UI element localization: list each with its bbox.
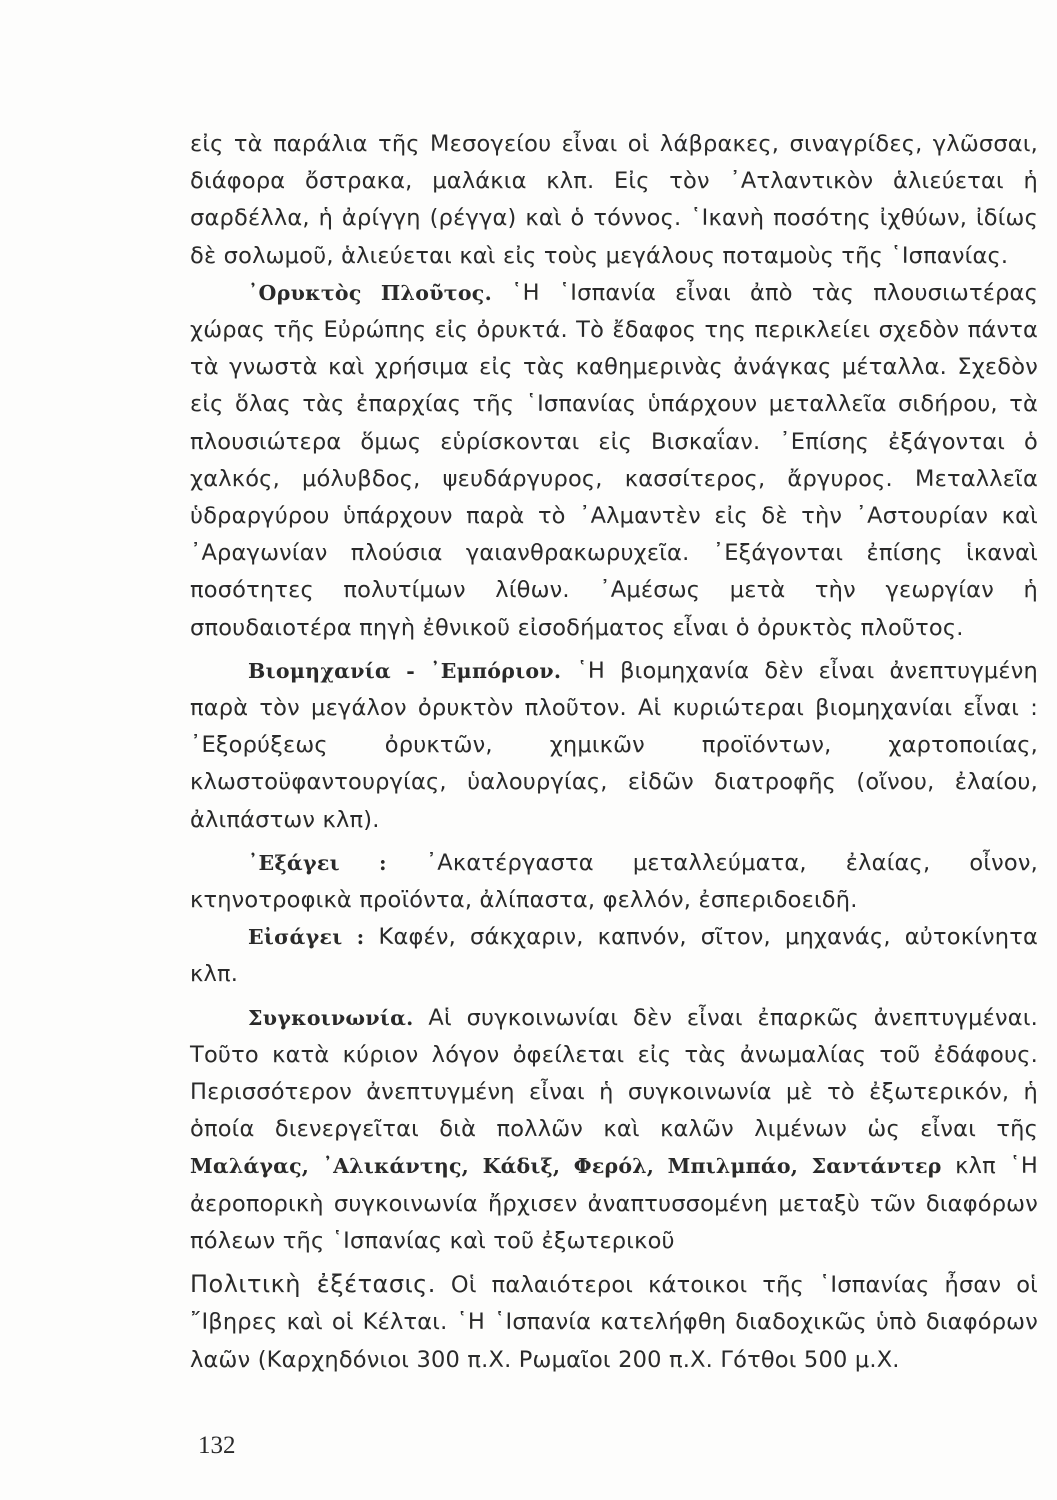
paragraph-mineral-wealth [190,275,1038,647]
paragraph-fishing-text: εἰς τὰ παράλια τῆς Μεσογείου εἶναι οἱ λάβρακες, σιναγρίδες, γλῶσσαι, διάφορα ὄστρακα, μαλάκια κλπ. Εἰς τὸν ᾿Ατλαντικὸν ἁλιεύεται ἡ σαρδέλλα, ἡ ἀρίγγη (ρέγγα) καὶ ὁ τόννος. ῾Ικανὴ ποσότης ἰχθύων, ἰδίως δὲ σολωμοῦ, ἁλιεύεται καὶ εἰς τοὺς μεγάλους ποταμοὺς τῆς ῾Ισπανίας. [190,131,1038,269]
paragraph-communications [190,1000,1038,1260]
paragraph-exports [190,845,1038,919]
heading-imports: Εἰσάγει : [248,925,365,950]
heading-political: Πολιτικὴ ἐξέτασις. [190,1270,436,1299]
paragraph-mineral-wealth-text: ῾Η ῾Ισπανία εἶναι ἀπὸ τὰς πλουσιωτέρας χώρας τῆς Εὐρώπης εἰς ὀρυκτά. Τὸ ἔδαφος της περικλείει σχεδὸν πάντα τὰ γνωστὰ καὶ χρήσιμα εἰς τὰς καθημερινὰς ἀνάγκας μέταλλα. Σχεδὸν εἰς ὅλας τὰς ἐπαρχίας τῆς ῾Ισπανίας ὑπάρχουν μεταλλεῖα σιδήρου, τὰ πλουσιώτερα ὅμως εὑρίσκονται εἰς Βισκαΐαν. ᾿Επίσης ἐξάγονται ὁ χαλκός, μόλυβδος, ψευδάργυρος, κασσίτερος, ἄργυρος. Μεταλλεῖα ὑδραργύρου ὑπάρχουν παρὰ τὸ ᾿Αλμαντὲν εἰς δὲ τὴν ᾿Αστουρίαν καὶ ᾿Αραγωνίαν πλούσια γαιανθρακωρυχεῖα. ᾿Εξάγονται ἐπίσης ἱκαναὶ ποσότητες πολυτίμων λίθων. ᾿Αμέσως μετὰ τὴν γεωργίαν ἡ σπουδαιοτέρα πηγὴ ἐθνικοῦ εἰσοδήματος εἶναι ὁ ὀρυκτὸς πλοῦτος. [190,279,1038,641]
heading-mineral-wealth: ᾿Ορυκτὸς Πλοῦτος. [248,280,493,305]
paragraph-imports [190,919,1038,993]
paragraph-industry-commerce-text: ῾Η βιομηχανία δὲν εἶναι ἀνεπτυγμένη παρὰ τὸν μεγάλον ὀρυκτὸν πλοῦτον. Αἱ κυριώτεραι βιομηχανίαι εἶναι : ᾿Εξορύξεως ὀρυκτῶν, χημικῶν προϊόντων, χαρτοποιίας, κλωστοϋφαντουργίας, ὑαλουργίας, εἰδῶν διατροφῆς (οἴνου, ἐλαίου, ἀλιπάστων κλπ). [190,657,1038,833]
paragraph-political-text: Οἱ παλαιότεροι κάτοικοι τῆς ῾Ισπανίας ἦσαν οἱ ῎Ιβηρες καὶ οἱ Κέλται. ῾Η ῾Ισπανία κατελήφθη διαδοχικῶς ὑπὸ διαφόρων λαῶν (Καρχηδόνιοι 300 π.Χ. Ρωμαῖοι 200 π.Χ. Γότθοι 500 μ.Χ. [190,1272,1038,1373]
body-text [190,126,1038,1379]
paragraph-political [190,1266,1038,1379]
paragraph-communications-text-a: Αἱ συγκοινωνίαι δὲν εἶναι ἐπαρκῶς ἀνεπτυγμέναι. Τοῦτο κατὰ κύριον λόγον ὀφείλεται εἰς τὰς ἀνωμαλίας τοῦ ἐδάφους. Περισσότερον ἀνεπτυγμένη εἶναι ἡ συγκοινωνία μὲ τὸ ἐξωτερικόν, ἡ ὁποία διενεργεῖται διὰ πολλῶν καὶ καλῶν λιμένων ὡς εἶναι τῆς [190,1004,1038,1143]
heading-industry-commerce: Βιομηχανία - ᾿Εμπόριον. [248,658,562,683]
paragraph-imports-text: Καφέν, σάκχαριν, καπνόν, σῖτον, μηχανάς, αὐτοκίνητα κλπ. [190,924,1038,988]
heading-exports: ᾿Εξάγει : [248,850,387,875]
heading-communications: Συγκοινωνία. [248,1005,414,1030]
paragraph-industry-commerce [190,653,1038,839]
paragraph-exports-text: ᾿Ακατέργαστα μεταλλεύματα, ἐλαίας, οἶνον, κτηνοτροφικὰ προϊόντα, ἀλίπαστα, φελλόν, ἐσπεριδοειδῆ. [190,849,1038,914]
port-names: Μαλάγας, ᾿Αλικάντης, Κάδιξ, Φερόλ, Μπιλμπάο, Σαντάντερ [190,1154,942,1179]
paragraph-communications-text-b: κλπ ῾Η ἀεροπορικὴ συγκοινωνία ἤρχισεν ἀναπτυσσομένη μεταξὺ τῶν διαφόρων πόλεων τῆς ῾Ισπανίας καὶ τοῦ ἐξωτερικοῦ [190,1153,1038,1254]
page-number: 132 [198,1432,236,1459]
paragraph-fishing [190,126,1038,275]
